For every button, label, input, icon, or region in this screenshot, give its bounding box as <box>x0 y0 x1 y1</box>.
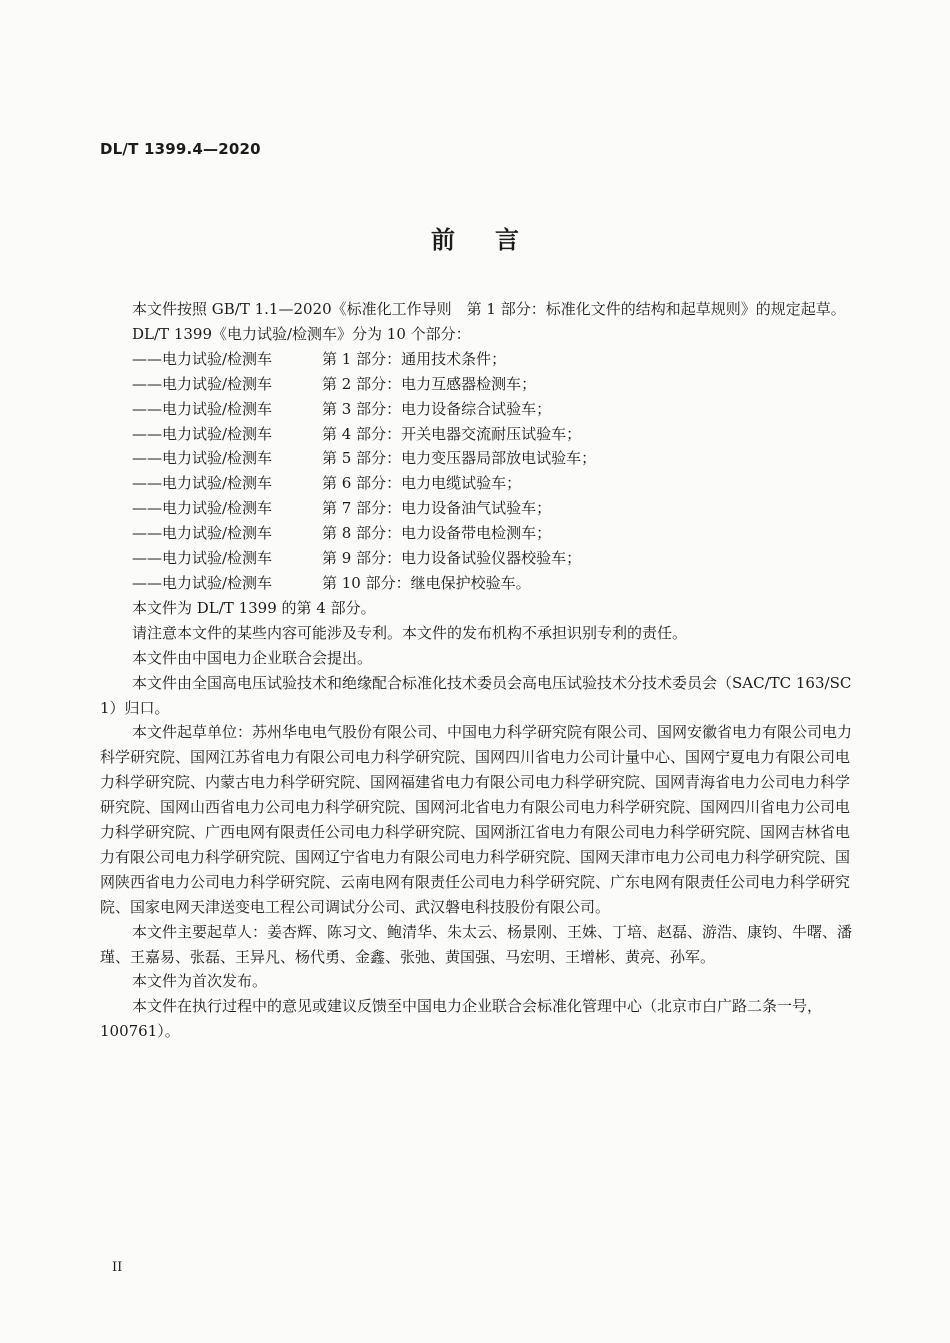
paragraph-patent-notice: 请注意本文件的某些内容可能涉及专利。本文件的发布机构不承担识别专利的责任。 <box>132 623 688 642</box>
standard-number: DL/T 1399.4—2020 <box>100 140 261 158</box>
paragraph-drafters: 本文件主要起草人：姜杏辉、陈习文、鲍清华、朱太云、杨景刚、王姝、丁培、赵磊、游浩、康钧、牛曙、潘瑾、王嘉易、张磊、王异凡、杨代勇、金鑫、张弛、黄国强、马宏明、王增彬、黄亮、孙军。 <box>100 922 853 966</box>
paragraph-parts-intro: DL/T 1399《电力试验/检测车》分为 10 个部分： <box>132 324 471 343</box>
list-item-prefix: ——电力试验/检测车 <box>132 399 273 418</box>
list-item-label: 第 5 部分：电力变压器局部放电试验车； <box>322 449 597 468</box>
list-item-prefix: ——电力试验/检测车 <box>132 499 273 518</box>
list-item <box>100 571 858 596</box>
list-item <box>100 347 858 372</box>
list-item-label: 第 3 部分：电力设备综合试验车； <box>322 399 552 418</box>
list-item-prefix: ——电力试验/检测车 <box>132 524 273 543</box>
paragraph-feedback: 本文件在执行过程中的意见或建议反馈至中国电力企业联合会标准化管理中心（北京市白广路二条一号，100761）。 <box>100 997 823 1041</box>
list-item <box>100 471 858 496</box>
list-item <box>100 422 858 447</box>
paragraph-committee: 本文件由全国高电压试验技术和绝缘配合标准化技术委员会高电压试验技术分技术委员会（SAC/TC 163/SC 1）归口。 <box>100 673 852 717</box>
paragraph-part-number: 本文件为 DL/T 1399 的第 4 部分。 <box>132 598 376 617</box>
paragraph-drafting-units: 本文件起草单位：苏州华电电气股份有限公司、中国电力科学研究院有限公司、国网安徽省电力有限公司电力科学研究院、国网江苏省电力有限公司电力科学研究院、国网四川省电力公司计量中心、国网宁夏电力有限公司电力科学研究院、内蒙古电力科学研究院、国网福建省电力有限公司电力科学研究院、国网青海省电力公司电力科学研究院、国网山西省电力公司电力科学研究院、国网河北省电力有限公司电力科学研究院、国网四川省电力公司电力科学研究院、广西电网有限责任公司电力科学研究院、国网浙江省电力有限公司电力科学研究院、国网吉林省电力有限公司电力科学研究院、国网辽宁省电力有限公司电力科学研究院、国网天津市电力公司电力科学研究院、国网陕西省电力公司电力科学研究院、云南电网有限责任公司电力科学研究院、广东电网有限责任公司电力科学研究院、国家电网天津送变电工程公司调试分公司、武汉磐电科技股份有限公司。 <box>100 723 853 916</box>
list-item <box>100 546 858 571</box>
list-item <box>100 446 858 471</box>
foreword-body <box>100 297 858 1044</box>
list-item-prefix: ——电力试验/检测车 <box>132 549 273 568</box>
list-item-label: 第 9 部分：电力设备试验仪器校验车； <box>322 549 582 568</box>
paragraph-proposer: 本文件由中国电力企业联合会提出。 <box>132 648 373 667</box>
paragraph-drafting-rules: 本文件按照 GB/T 1.1—2020《标准化工作导则 第 1 部分：标准化文件的结构和起草规则》的规定起草。 <box>132 300 846 318</box>
list-item-label: 第 10 部分：继电保护校验车。 <box>322 573 531 592</box>
list-item <box>100 521 858 546</box>
paragraph-first-release: 本文件为首次发布。 <box>132 972 268 991</box>
list-item <box>100 397 858 422</box>
list-item-label: 第 2 部分：电力互感器检测车； <box>322 374 537 393</box>
list-item-prefix: ——电力试验/检测车 <box>132 573 273 592</box>
list-item-label: 第 6 部分：电力电缆试验车； <box>322 474 522 493</box>
list-item-prefix: ——电力试验/检测车 <box>132 374 273 393</box>
page-title: 前言 <box>431 225 559 254</box>
list-item-label: 第 7 部分：电力设备油气试验车； <box>322 499 552 518</box>
list-item-label: 第 1 部分：通用技术条件； <box>322 349 507 368</box>
list-item-prefix: ——电力试验/检测车 <box>132 424 273 443</box>
list-item-prefix: ——电力试验/检测车 <box>132 449 273 468</box>
page-number: II <box>112 1260 123 1275</box>
list-item-label: 第 8 部分：电力设备带电检测车； <box>322 524 552 543</box>
list-item-prefix: ——电力试验/检测车 <box>132 474 273 493</box>
list-item <box>100 372 858 397</box>
list-item-label: 第 4 部分：开关电器交流耐压试验车； <box>322 424 582 443</box>
list-item <box>100 496 858 521</box>
list-item-prefix: ——电力试验/检测车 <box>132 349 273 368</box>
